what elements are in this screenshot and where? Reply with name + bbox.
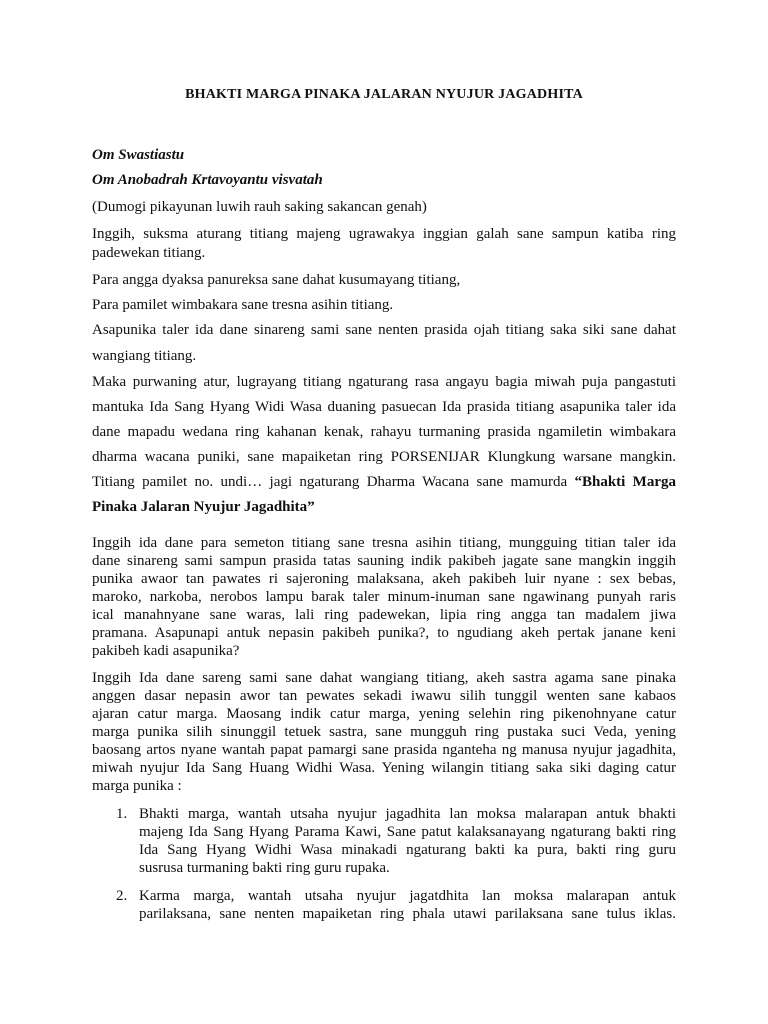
para2-line: Inggih Ida dane sareng sami sane dahat wangiang titiang, akeh sastra agama sane pinaka (92, 670, 676, 686)
list-item-number: 1. (116, 806, 128, 822)
para2-line: anggen dasar nepasin awor tan pewates sekadi iwawu silih tunggil wenten sane kabaos (92, 688, 676, 704)
para2-line: miwah nyujur Ida Sang Huang Widhi Wasa. Yening wilangin titiang saka siki daging catur (92, 760, 676, 776)
address-judges: Para angga dyaksa panureksa sane dahat kusumayang titiang, (92, 272, 461, 288)
para2-line: marga punika silih sinunggil tetuek sastra, sane mungguh ring pustaka suci Veda, yening (92, 724, 676, 740)
para2-line: marga punika : (92, 778, 182, 794)
purwa-line-5-text: Titiang pamilet no. undi… jagi ngaturang Dharma Wacana sane mamurda (92, 474, 575, 490)
opening-line-1: Inggih, suksma aturang titiang majeng ugrawakya inggian galah sane sampun katiba ring (92, 226, 676, 242)
para1-line: Inggih ida dane para semeton titiang sane tresna asihin titiang, mungguing titian taler ida (92, 535, 676, 551)
para1-line: ical manahnyane sane waras, lali ring padewekan, lipia ring angga tan madalem jiwa (92, 607, 676, 623)
purwa-line-4: dharma wacana puniki, sane mapaiketan ring PORSENIJAR Klungkung warsane mangkin. (92, 449, 676, 465)
list-item-bhakti-line: susrusa turmaning bakti ring guru rupaka. (139, 860, 390, 876)
address-participants: Para pamilet wimbakara sane tresna asihin titiang. (92, 297, 394, 313)
para1-line: dane sinareng sami sampun prasida tatas sauning indik pakibeh jagate sane mangkin inggih (92, 553, 676, 569)
para1-line: pakibeh kadi asapunika? (92, 643, 240, 659)
purwa-line-1: Maka purwaning atur, lugrayang titiang ngaturang rasa angayu bagia miwah puja pangastuti (92, 374, 676, 390)
purwa-line-5 (92, 473, 676, 491)
list-item-number: 2. (116, 888, 128, 904)
greeting-om-anobadrah: Om Anobadrah Krtavoyantu visvatah (92, 172, 323, 188)
list-item-bhakti-line: majeng Ida Sang Hyang Parama Kawi, Sane patut kalaksanayang ngaturang bakti ring (139, 824, 676, 840)
greeting-om-swastiastu: Om Swastiastu (92, 147, 185, 163)
para2-line: baosang artos nyane wantah papat pamargi sane prasida nganteha ng manusa nyujur jagadhita, (92, 742, 676, 758)
speech-title-inline: “Bhakti Marga (574, 474, 676, 490)
purwa-line-2: mantuka Ida Sang Hyang Widi Wasa duaning pasuecan Ida prasida titiang asapunika taler ida (92, 399, 676, 415)
opening-line-2: padewekan titiang. (92, 245, 206, 261)
address-all-line-1: Asapunika taler ida dane sinareng sami sane nenten prasida ojah titiang saka siki sane dahat (92, 322, 676, 338)
document-title: BHAKTI MARGA PINAKA JALARAN NYUJUR JAGADHITA (185, 87, 583, 102)
para1-line: maroko, narkoba, nerobos lampu barak taler minum-inuman sane ngawinang punyah raris (92, 589, 676, 605)
list-item-karma-line: parilaksana, sane nenten mapaiketan ring phala utawi parilaksana sane tulus iklas. (139, 906, 676, 922)
purwa-line-3: dane mapadu wedana ring kahanan kenak, rahayu turmaning prasida ngamiletin wimbakara (92, 424, 676, 440)
para2-line: ajaran catur marga. Maosang indik catur marga, yening selehin ring pikenohnyane catur (92, 706, 676, 722)
list-item-bhakti-line: Ida Sang Hyang Widhi Wasa minakadi ngaturang bakti ka pura, bakti ring guru (139, 842, 676, 858)
list-item-bhakti-line: Bhakti marga, wantah utsaha nyujur jagadhita lan moksa malarapan antuk bhakti (139, 806, 676, 822)
speech-title-inline-cont: Pinaka Jalaran Nyujur Jagadhita” (92, 499, 315, 515)
intro-note: (Dumogi pikayunan luwih rauh saking sakancan genah) (92, 199, 427, 215)
para1-line: pramana. Asapunapi antuk nepasin pakibeh punika?, to ngudiang akeh pertak janane keni (92, 625, 676, 641)
purwa-line-6 (92, 498, 315, 516)
list-item-karma-line: Karma marga, wantah utsaha nyujur jagatdhita lan moksa malarapan antuk (139, 888, 676, 904)
para1-line: punika awaor tan pawates ri sajeroning malaksana, akeh pakibeh luir nyane : sex bebas, (92, 571, 676, 587)
address-all-line-2: wangiang titiang. (92, 348, 197, 364)
